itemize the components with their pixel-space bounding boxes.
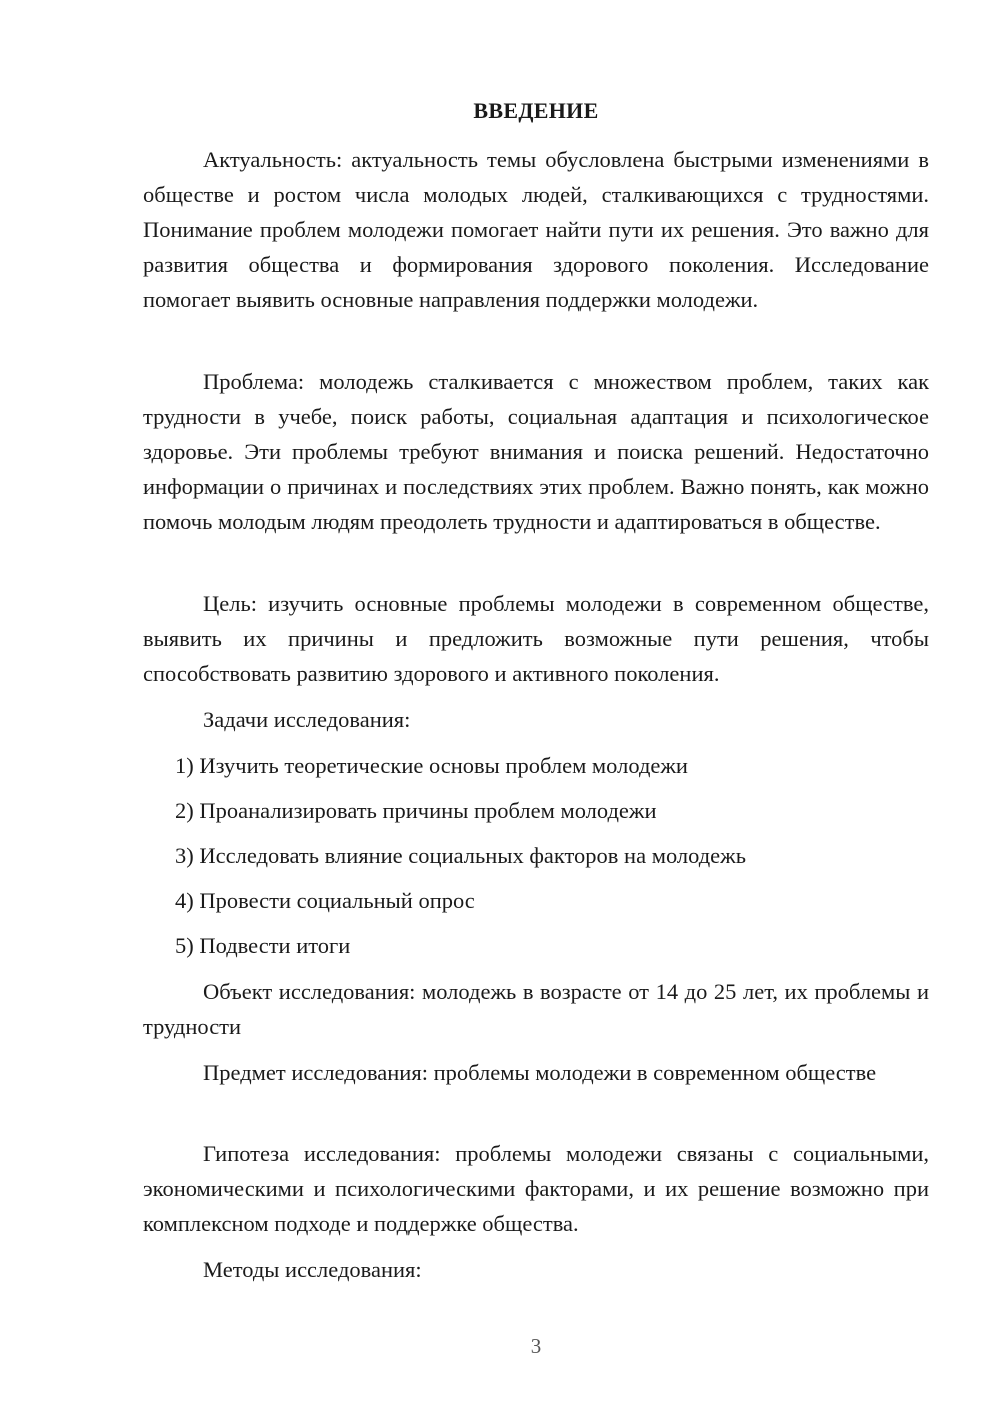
paragraph-subject: Предмет исследования: проблемы молодежи в современном обществе [203,1060,877,1085]
task-item-3: 3) Исследовать влияние социальных факторов на молодежь [175,843,746,868]
task-item-4: 4) Провести социальный опрос [175,888,475,913]
tasks-heading: Задачи исследования: [203,707,411,732]
task-item-5: 5) Подвести итоги [175,933,351,958]
methods-heading: Методы исследования: [203,1257,422,1282]
task-item-2: 2) Проанализировать причины проблем молодежи [175,798,657,823]
page-title: ВВЕДЕНИЕ [473,98,599,123]
paragraph-object: Объект исследования: молодежь в возрасте от 14 до 25 лет, их проблемы и трудности [143,979,929,1039]
paragraph-problem: Проблема: молодежь сталкивается с множеством проблем, таких как трудности в учебе, поиск работы, социальная адаптация и психологическое здоровье. Эти проблемы требуют внимания и поиска решений. Недостаточно информации о причинах и последствиях этих проблем. Важно понять, как можно помочь молодым людям преодолеть трудности и адаптироваться в обществе. [143,369,929,534]
task-item-1: 1) Изучить теоретические основы проблем молодежи [175,753,688,778]
paragraph-goal: Цель: изучить основные проблемы молодежи в современном обществе, выявить их причины и предложить возможные пути решения, чтобы способствовать развитию здорового и активного поколения. [143,591,929,686]
paragraph-relevance: Актуальность: актуальность темы обусловлена быстрыми изменениями в обществе и ростом числа молодых людей, сталкивающихся с трудностями. Понимание проблем молодежи помогает найти пути их решения. Это важно для развития общества и формирования здорового поколения. Исследование помогает выявить основные направления поддержки молодежи. [143,147,929,312]
paragraph-hypothesis: Гипотеза исследования: проблемы молодежи связаны с социальными, экономическими и психологическими факторами, и их решение возможно при комплексном подходе и поддержке общества. [143,1141,929,1236]
page-number: 3 [530,1334,542,1358]
